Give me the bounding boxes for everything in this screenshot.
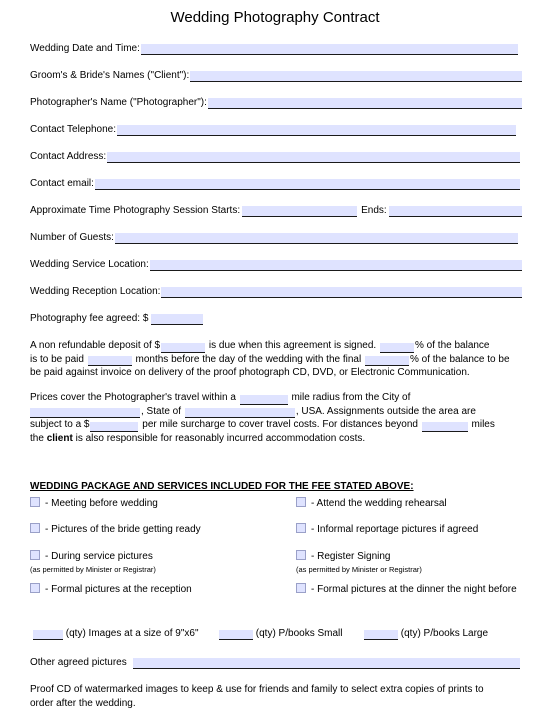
deposit-text-6: % of the balance to be bbox=[409, 353, 510, 365]
travel-text-4: , USA. Assignments outside the area are bbox=[295, 405, 476, 417]
proof-line-1: Proof CD of watermarked images to keep & use for friends and family to select extra copies of prints to bbox=[30, 684, 484, 695]
service-label: - During service pictures bbox=[45, 551, 153, 562]
photographer-label: Photographer's Name ("Photographer"): bbox=[30, 97, 207, 108]
session-end-label: Ends: bbox=[361, 205, 387, 216]
deposit-paragraph bbox=[30, 339, 520, 380]
deposit-line-3 bbox=[30, 366, 520, 380]
guests-field[interactable] bbox=[115, 233, 518, 244]
page-title: Wedding Photography Contract bbox=[170, 9, 380, 26]
package-item-reception[interactable] bbox=[30, 583, 192, 596]
travel-paragraph bbox=[30, 391, 520, 445]
address-label: Contact Address: bbox=[30, 151, 107, 162]
deposit-line-2 bbox=[30, 353, 520, 367]
telephone-label: Contact Telephone: bbox=[30, 124, 116, 135]
travel-line-1 bbox=[30, 391, 520, 405]
qty-images-field[interactable] bbox=[33, 630, 63, 640]
deposit-line-1 bbox=[30, 339, 520, 353]
travel-line-3 bbox=[30, 418, 520, 432]
email-label: Contact email: bbox=[30, 178, 94, 189]
other-pictures-row bbox=[30, 655, 520, 669]
photographer-row bbox=[30, 95, 522, 109]
service-location-field[interactable] bbox=[150, 260, 522, 271]
bride-ready-label: - Pictures of the bride getting ready bbox=[45, 524, 201, 535]
service-checkbox[interactable] bbox=[30, 550, 40, 560]
package-item-reportage[interactable] bbox=[296, 523, 478, 536]
register-checkbox[interactable] bbox=[296, 550, 306, 560]
dinner-label: - Formal pictures at the dinner the night before bbox=[311, 584, 517, 595]
deposit-months-field[interactable] bbox=[88, 356, 132, 366]
address-field[interactable] bbox=[107, 152, 520, 163]
reportage-label: - Informal reportage pictures if agreed bbox=[311, 524, 479, 535]
meeting-checkbox[interactable] bbox=[30, 497, 40, 507]
final-percent-field[interactable] bbox=[365, 356, 409, 366]
session-start-field[interactable] bbox=[242, 206, 357, 217]
qty-small-books-label: (qty) P/books Small bbox=[255, 628, 343, 639]
email-field[interactable] bbox=[95, 179, 520, 190]
travel-text-7: miles bbox=[471, 419, 495, 430]
client-names-field[interactable] bbox=[190, 71, 522, 82]
email-row bbox=[30, 176, 520, 190]
deposit-percent-field[interactable] bbox=[380, 343, 414, 353]
register-note: (as permitted by Minister or Registrar) bbox=[296, 565, 422, 574]
fee-row bbox=[30, 311, 203, 325]
travel-text-1: Prices cover the Photographer's travel within a bbox=[30, 392, 236, 403]
package-item-rehearsal[interactable] bbox=[296, 497, 447, 510]
deposit-text-1: A non refundable deposit of $ bbox=[30, 340, 161, 351]
travel-line-4 bbox=[30, 432, 520, 446]
address-row bbox=[30, 149, 520, 163]
travel-client-bold: client bbox=[46, 432, 73, 444]
guests-row bbox=[30, 230, 518, 244]
guests-label: Number of Guests: bbox=[30, 232, 114, 243]
deposit-text-2: is due when this agreement is signed. bbox=[208, 340, 377, 351]
wedding-date-field[interactable] bbox=[141, 44, 518, 55]
travel-text-8: the bbox=[30, 432, 44, 444]
telephone-field[interactable] bbox=[117, 125, 516, 136]
city-field[interactable] bbox=[30, 408, 140, 418]
qty-images bbox=[33, 628, 199, 640]
meeting-label: - Meeting before wedding bbox=[45, 498, 158, 509]
telephone-row bbox=[30, 122, 516, 136]
package-item-service[interactable] bbox=[30, 550, 153, 563]
qty-small-books-field[interactable] bbox=[219, 630, 253, 640]
wedding-date-row bbox=[30, 41, 518, 55]
qty-small-books bbox=[219, 628, 342, 640]
qty-images-label: (qty) Images at a size of 9"x6" bbox=[65, 628, 199, 639]
proof-line-2: order after the wedding. bbox=[30, 697, 136, 709]
travel-text-5: subject to a $ bbox=[30, 419, 90, 430]
package-item-register[interactable] bbox=[296, 550, 390, 563]
deposit-text-7: be paid against invoice on delivery of the proof photograph CD, DVD, or Electronic Communication. bbox=[30, 367, 470, 378]
client-names-label: Groom's & Bride's Names ("Client"): bbox=[30, 70, 190, 81]
qty-large-books-label: (qty) P/books Large bbox=[400, 628, 489, 639]
travel-text-10: is also responsible for reasonably incurred accommodation costs. bbox=[75, 432, 366, 444]
service-note: (as permitted by Minister or Registrar) bbox=[30, 565, 156, 574]
travel-text-6: per mile surcharge to cover travel costs. For distances beyond bbox=[142, 419, 418, 430]
fee-label: Photography fee agreed: $ bbox=[30, 313, 149, 324]
service-location-row bbox=[30, 257, 522, 271]
reportage-checkbox[interactable] bbox=[296, 523, 306, 533]
package-heading: WEDDING PACKAGE AND SERVICES INCLUDED FOR THE FEE STATED ABOVE: bbox=[30, 481, 414, 492]
distance-field[interactable] bbox=[422, 422, 468, 432]
other-pictures-field[interactable] bbox=[133, 658, 520, 669]
qty-large-books bbox=[364, 628, 488, 640]
reception-label: - Formal pictures at the reception bbox=[45, 584, 192, 595]
client-names-row bbox=[30, 68, 522, 82]
reception-location-field[interactable] bbox=[161, 287, 522, 298]
reception-location-label: Wedding Reception Location: bbox=[30, 286, 161, 297]
session-end-field[interactable] bbox=[389, 206, 522, 217]
other-pictures-label: Other agreed pictures bbox=[30, 657, 127, 668]
photographer-field[interactable] bbox=[208, 98, 522, 109]
session-time-row bbox=[30, 203, 522, 217]
rehearsal-checkbox[interactable] bbox=[296, 497, 306, 507]
wedding-date-label: Wedding Date and Time: bbox=[30, 43, 140, 54]
fee-field[interactable] bbox=[151, 314, 203, 325]
travel-text-2: mile radius from the City of bbox=[291, 392, 411, 403]
dinner-checkbox[interactable] bbox=[296, 583, 306, 593]
state-field[interactable] bbox=[185, 408, 295, 418]
package-item-dinner[interactable] bbox=[296, 583, 517, 596]
deposit-text-3: % of the balance bbox=[415, 340, 490, 351]
register-label: - Register Signing bbox=[311, 551, 391, 562]
travel-radius-field[interactable] bbox=[240, 395, 288, 405]
travel-line-2 bbox=[30, 405, 520, 419]
deposit-text-5: months before the day of the wedding with the final bbox=[135, 353, 362, 365]
deposit-amount-field[interactable] bbox=[161, 343, 205, 353]
bride-ready-checkbox[interactable] bbox=[30, 523, 40, 533]
session-start-label: Approximate Time Photography Session Starts: bbox=[30, 205, 241, 216]
reception-checkbox[interactable] bbox=[30, 583, 40, 593]
travel-text-3: , State of bbox=[141, 405, 182, 417]
deposit-text-4: is to be paid bbox=[30, 353, 84, 365]
rehearsal-label: - Attend the wedding rehearsal bbox=[311, 498, 447, 509]
surcharge-field[interactable] bbox=[90, 422, 138, 432]
qty-large-books-field[interactable] bbox=[364, 630, 398, 640]
package-item-meeting[interactable] bbox=[30, 497, 158, 510]
package-item-bride-ready[interactable] bbox=[30, 523, 201, 536]
service-location-label: Wedding Service Location: bbox=[30, 259, 149, 270]
proof-paragraph bbox=[30, 683, 520, 710]
reception-location-row bbox=[30, 284, 522, 298]
